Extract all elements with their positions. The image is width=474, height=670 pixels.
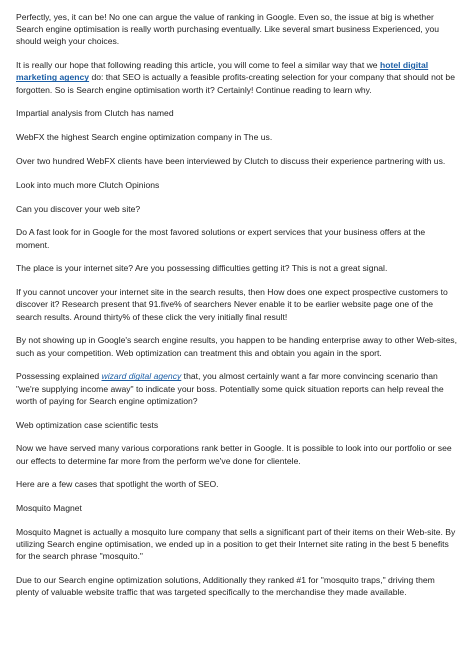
paragraph-mosquito-magnet-body: Mosquito Magnet is actually a mosquito lure company that sells a significant part of their items on their Web-site. By utilizing Search engine optimisation, we ended up in a position to get their Internet site rating in the best 5 benefits for the search phrase "mosquito." xyxy=(16,526,456,562)
paragraph-clients-interviewed: Over two hundred WebFX clients have been interviewed by Clutch to discuss their experience partnering with us. xyxy=(16,156,446,166)
paragraph-convincing-scenario xyxy=(16,370,458,407)
paragraph-fast-look: Do A fast look for in Google for the most favored solutions or expert services that your business offers at the moment. xyxy=(16,227,426,250)
hotel-digital-marketing-agency-link[interactable]: hotel digital marketing agency xyxy=(16,60,429,83)
paragraph-webfx-highest: WebFX the highest Search engine optimization company in The us. xyxy=(16,132,273,143)
paragraph-clutch-analysis: Impartial analysis from Clutch has named xyxy=(16,108,174,119)
paragraph-cases-spotlight: Here are a few cases that spotlight the worth of SEO. xyxy=(16,479,219,490)
paragraph-served-corporations: Now we have served many various corporations rank better in Google. It is possible to look into our portfolio or see our effects to determine far more from the perform we've done for clientele. xyxy=(16,443,452,466)
paragraph-hope-text-before: It is really our hope that following reading this article, you will come to feel a similar way that we xyxy=(16,60,380,71)
paragraph-search-results: If you cannot uncover your internet site in the search results, then How does one expect prospective customers to discover it? Research present that 91.five% of searchers Never enable it to be earlier website page one of the search results. Around thirty% of these click the very initially final result! xyxy=(16,287,448,322)
paragraph-hope xyxy=(16,59,458,96)
paragraph-clutch-opinions: Look into much more Clutch Opinions xyxy=(16,179,160,190)
paragraph-mosquito-traps: Due to our Search engine optimization solutions, Additionally they ranked #1 for "mosquito traps," driving them plenty of valuable website traffic that was targeted specifically to the merchandise they made available. xyxy=(16,575,435,598)
paragraph-case-studies-heading: Web optimization case scientific tests xyxy=(16,419,159,430)
paragraph-handing-business: By not showing up in Google's search engine results, you happen to be handing enterprise away to other Web-sites, such as your competition. Web optimization can treatment this and obtain you again in the sport. xyxy=(16,335,457,358)
paragraph-convincing-text-after: that, you almost certainly want a far more convincing scenario than "we're supplying income away" to indicate your boss. Potentially some quick situation reports can help reveal the worth of paying for Search engine optimization? xyxy=(16,371,444,406)
paragraph-discover-site: Can you discover your web site? xyxy=(16,203,141,214)
paragraph-mosquito-magnet-heading: Mosquito Magnet xyxy=(16,503,82,514)
paragraph-intro: Perfectly, yes, it can be! No one can argue the value of ranking in Google. Even so, the issue at big is whether Search engine optimisation is really worth purchasing eventually. Like several smart business Experienced, you should weigh your choices. xyxy=(16,12,440,47)
paragraph-hope-text-after: do: that SEO is actually a feasible profits-creating selection for your company that should not be forgotten. So is Search engine optimisation worth it? Certainly! Continue reading to learn why. xyxy=(16,72,455,95)
paragraph-convincing-text-before: Possessing explained xyxy=(16,371,102,382)
wizard-digital-agency-link[interactable]: wizard digital agency xyxy=(101,371,182,382)
paragraph-where-site: The place is your internet site? Are you possessing difficulties getting it? This is not a great signal. xyxy=(16,263,388,274)
